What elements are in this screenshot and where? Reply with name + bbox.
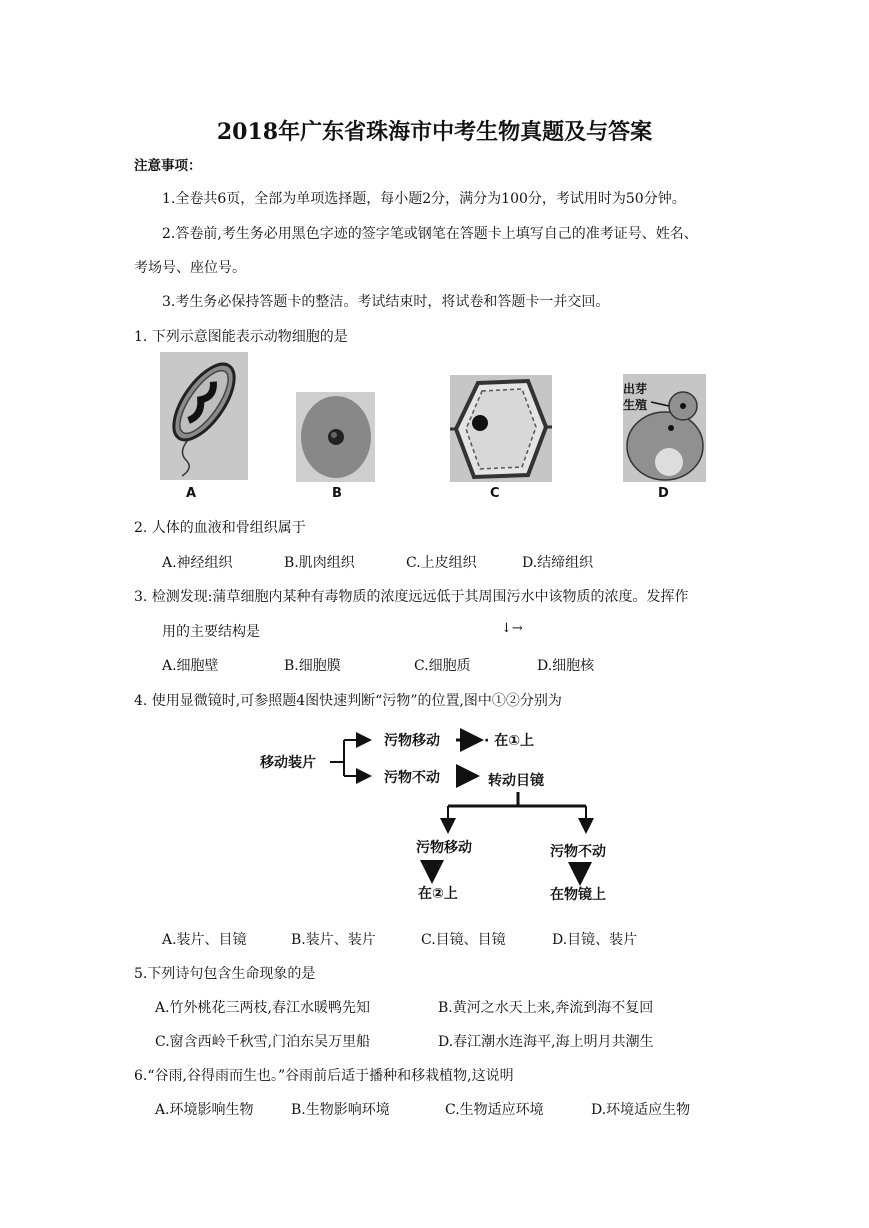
bacterium-figure [160, 352, 248, 480]
q6-option-b: B.生物影响环境 [291, 1102, 390, 1118]
q4-option-b: B.装片、装片 [291, 932, 376, 948]
notes-heading: 注意事项： [134, 158, 202, 174]
q5-option-b: B.黄河之水天上来,奔流到海不复回 [438, 1000, 654, 1016]
q2-option-b: B.肌肉组织 [284, 555, 355, 571]
q4-stem: 4. 使用显微镜时,可参照题4图快速判断“污物”的位置,图中①②分别为 [134, 693, 562, 709]
flow-sub-1-result: 在②上 [418, 886, 458, 902]
q2-option-c: C.上皮组织 [406, 555, 477, 571]
page-title: 2018年广东省珠海市中考生物真题及与答案 [216, 119, 653, 145]
q3-stem-2: 用的主要结构是 [162, 624, 260, 640]
q3-option-d: D.细胞核 [537, 658, 595, 674]
q1-label-b: B [332, 486, 342, 501]
q4-option-a: A.装片、目镜 [162, 932, 247, 948]
q6-option-c: C.生物适应环境 [445, 1102, 544, 1118]
q5-option-c: C.窗含西岭千秋雪,门泊东吴万里船 [155, 1034, 371, 1050]
flow-sub-2-result: 在物镜上 [550, 887, 606, 903]
q2-option-d: D.结缔组织 [522, 555, 594, 571]
budding-label-2: 生殖 [623, 398, 648, 412]
q6-stem: 6.“谷雨,谷得雨而生也。”谷雨前后适于播种和移栽植物,这说明 [134, 1068, 514, 1084]
flow-result-1: · 在①上 [484, 733, 535, 749]
q6-option-a: A.环境影响生物 [155, 1102, 254, 1118]
q4-option-c: C.目镜、目镜 [421, 932, 506, 948]
flow-branch-1: 污物移动 [384, 733, 440, 749]
q2-stem: 2. 人体的血液和骨组织属于 [134, 520, 306, 536]
flow-sub-1: 污物移动 [416, 840, 472, 856]
q3-option-a: A.细胞壁 [162, 658, 219, 674]
plant-cell-figure [450, 375, 552, 482]
q6-option-d: D.环境适应生物 [591, 1102, 691, 1118]
note-1: 1.全卷共6页，全部为单项选择题，每小题2分，满分为100分，考试用时为50分钟。 [162, 191, 686, 207]
q5-option-a: A.竹外桃花三两枝,春江水暖鸭先知 [155, 1000, 371, 1016]
q3-stem-1: 3. 检测发现:蒲草细胞内某种有毒物质的浓度远远低于其周围污水中该物质的浓度。发挥作 [134, 589, 689, 605]
q1-label-d: D [658, 486, 669, 501]
q5-stem: 5.下列诗句包含生命现象的是 [134, 966, 316, 982]
q2-option-a: A.神经组织 [162, 555, 233, 571]
flow-sub-2: 污物不动 [550, 844, 606, 860]
q1-label-a: A [186, 486, 197, 501]
flow-branch-2: 污物不动 [384, 770, 440, 786]
q3-option-c: C.细胞质 [414, 658, 471, 674]
animal-cell-figure [296, 392, 375, 482]
q3-option-b: B.细胞膜 [284, 658, 341, 674]
note-2-cont: 考场号、座位号。 [134, 260, 246, 276]
flow-step-2: 转动目镜 [488, 773, 544, 789]
note-3: 3.考生务必保持答题卡的整洁。考试结束时，将试卷和答题卡一并交回。 [162, 294, 610, 310]
q1-stem: 1. 下列示意图能表示动物细胞的是 [134, 329, 348, 345]
q4-option-d: D.目镜、装片 [552, 932, 638, 948]
q1-label-c: C [490, 486, 500, 501]
flow-diagram-lines [250, 720, 670, 910]
budding-label-1: 出芽 [623, 382, 648, 396]
note-2: 2.答卷前,考生务必用黑色字迹的签字笔或钢笔在答题卡上填写自己的准考证号、姓名、 [162, 226, 698, 242]
q5-option-d: D.春江潮水连海平,海上明月共潮生 [438, 1034, 654, 1050]
flow-start: 移动装片 [260, 755, 316, 771]
q3-stray-marks: ↓→ [501, 621, 523, 636]
